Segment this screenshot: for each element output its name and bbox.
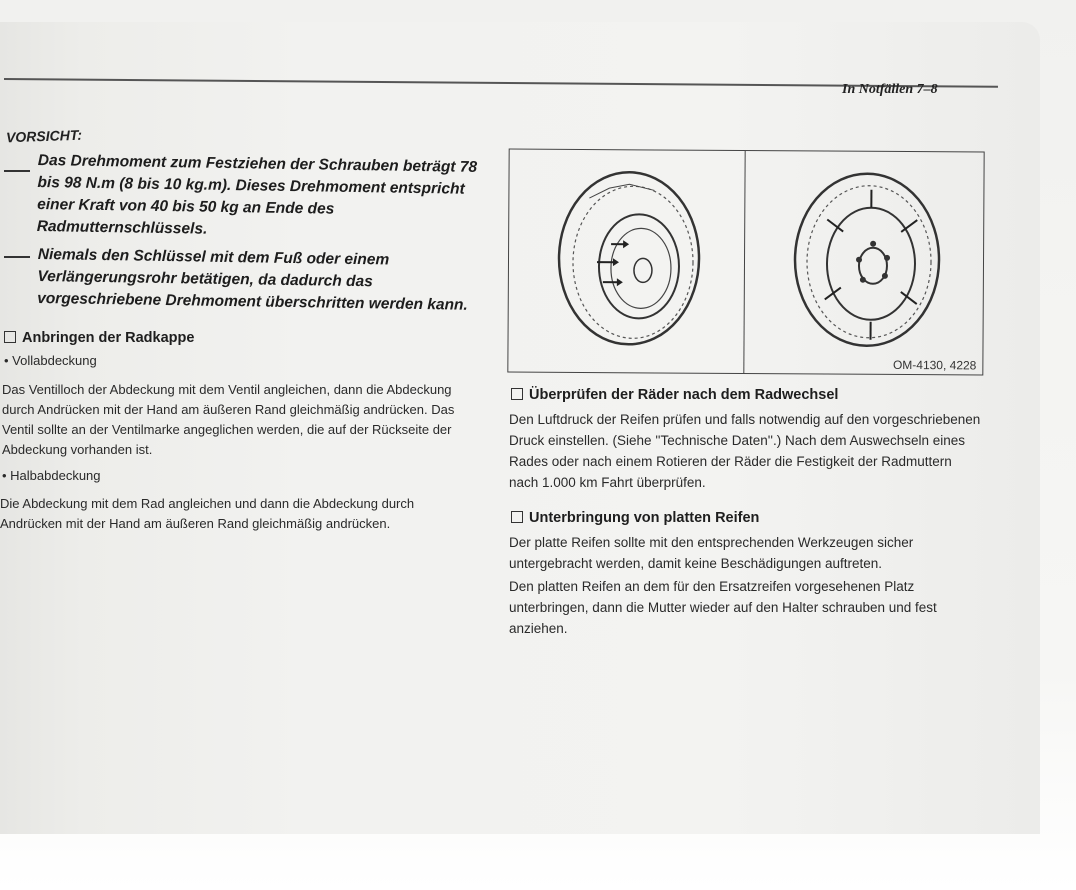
wheel-nuts-icon bbox=[766, 159, 967, 360]
checkbox-square-icon bbox=[4, 331, 16, 343]
text-flat-tire-1: Der platte Reifen sollte mit den entsprechenden Werkzeugen sicher untergebracht werden, damit keine Beschädigungen auftreten. bbox=[509, 535, 914, 571]
checkbox-square-icon bbox=[511, 511, 523, 523]
wheel-figure bbox=[507, 149, 984, 376]
wheel-hubcap-icon bbox=[528, 158, 729, 359]
text-flat-tire-2: Den platten Reifen an dem für den Ersatzreifen vorgesehenen Platz unterbringen, dann die Mutter wieder auf den Halter schrauben und fest anziehen. bbox=[509, 579, 937, 636]
section-title-hubcap-label: Anbringen der Radkappe bbox=[22, 330, 195, 346]
section-title-hubcap bbox=[4, 330, 194, 346]
bullet-full-cover: • Vollabdeckung bbox=[4, 353, 97, 368]
page-header-title: In Notfällen 7–8 bbox=[842, 82, 938, 97]
text-full-cover: Das Ventilloch der Abdeckung mit dem Ventil angleichen, dann die Abdeckung durch Andrücken mit der Hand am äußeren Rand gleichmäßig andrücken. Das Ventil sollte an der Ventilmarke angeglichen werden, die auf der Rückseite der Abdeckung vorhanden ist. bbox=[2, 382, 455, 457]
figure-divider bbox=[743, 151, 746, 373]
section-title-check-wheels-label: Überprüfen der Räder nach dem Radwechsel bbox=[529, 387, 839, 403]
bullet-half-cover: • Halbabdeckung bbox=[2, 468, 101, 483]
section-title-check-wheels bbox=[511, 387, 838, 403]
caution-dash-2 bbox=[4, 256, 30, 258]
section-title-flat-tire bbox=[511, 510, 759, 526]
caution-dash-1 bbox=[4, 170, 30, 172]
text-check-wheels: Den Luftdruck der Reifen prüfen und falls notwendig auf den vorgeschriebenen Druck einstellen. (Siehe ''Technische Daten''.) Nach dem Auswechseln eines Rades oder nach einem Rotieren der Räder die Festigkeit der Radmuttern nach 1.000 km Fahrt überprüfen. bbox=[509, 412, 981, 490]
figure-caption: OM-4130, 4228 bbox=[892, 357, 977, 373]
checkbox-square-icon bbox=[511, 388, 523, 400]
caution-label: VORSICHT: bbox=[5, 126, 83, 146]
text-half-cover: Die Abdeckung mit dem Rad angleichen und dann die Abdeckung durch Andrücken mit der Hand am äußeren Rand gleichmäßig andrücken. bbox=[0, 496, 415, 531]
caution-item-wrench: Niemals den Schlüssel mit dem Fuß oder einem Verlängerungsrohr betätigen, da dadurch das vorgeschriebene Drehmoment überschritten werden kann. bbox=[37, 245, 468, 314]
caution-item-torque: Das Drehmoment zum Festziehen der Schrauben beträgt 78 bis 98 N.m (8 bis 10 kg.m). Dieses Drehmoment entspricht einer Kraft von 40 bis 50 kg an Ende des Radmutternschlüssels. bbox=[36, 151, 478, 238]
section-title-flat-tire-label: Unterbringung von platten Reifen bbox=[529, 510, 760, 526]
